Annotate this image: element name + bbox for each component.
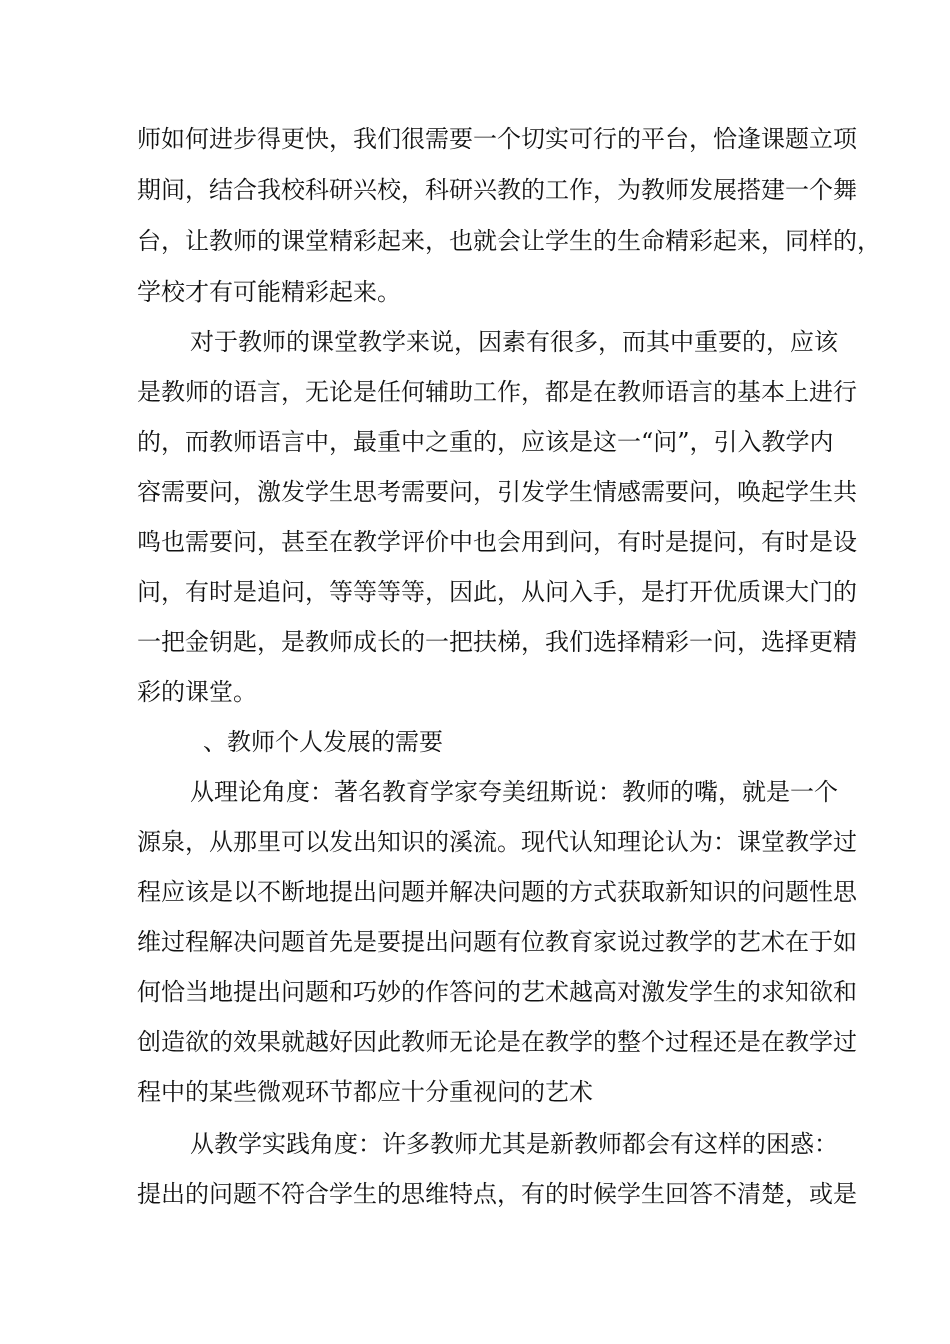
paragraph-line: 学校才有可能精彩起来。 (137, 278, 401, 306)
paragraph-line: 对于教师的课堂教学来说，因素有很多，而其中重要的，应该 (190, 328, 838, 356)
paragraph-line: 从理论角度：著名教育学家夸美纽斯说：教师的嘴，就是一个 (190, 778, 838, 806)
paragraph-line: 从教学实践角度：许多教师尤其是新教师都会有这样的困惑： (190, 1130, 838, 1158)
paragraph-line: 问，有时是追问，等等等等，因此，从问入手，是打开优质课大门的 (137, 578, 857, 606)
paragraph-line: 创造欲的效果就越好因此教师无论是在教学的整个过程还是在教学过 (137, 1028, 857, 1056)
paragraph-line: 源泉，从那里可以发出知识的溪流。现代认知理论认为：课堂教学过 (137, 828, 857, 856)
paragraph-line: 鸣也需要问，甚至在教学评价中也会用到问，有时是提问，有时是设 (137, 528, 857, 556)
paragraph-line: 期间，结合我校科研兴校，科研兴教的工作，为教师发展搭建一个舞 (137, 176, 857, 204)
paragraph-line: 何恰当地提出问题和巧妙的作答问的艺术越高对激发学生的求知欲和 (137, 978, 857, 1006)
paragraph-line: 一把金钥匙，是教师成长的一把扶梯，我们选择精彩一问，选择更精 (137, 628, 857, 656)
paragraph-line: 容需要问，激发学生思考需要问，引发学生情感需要问，唤起学生共 (137, 478, 857, 506)
paragraph-line: 的，而教师语言中，最重中之重的，应该是这一“问”，引入教学内 (137, 428, 834, 456)
paragraph-line: 程应该是以不断地提出问题并解决问题的方式获取新知识的问题性思 (137, 878, 857, 906)
paragraph-line: 彩的课堂。 (137, 678, 257, 706)
paragraph-line: 师如何进步得更快，我们很需要一个切实可行的平台，恰逢课题立项 (137, 125, 857, 153)
paragraph-line: 维过程解决问题首先是要提出问题有位教育家说过教学的艺术在于如 (137, 928, 857, 956)
paragraph-line: 是教师的语言，无论是任何辅助工作，都是在教师语言的基本上进行 (137, 378, 857, 406)
paragraph-line: 台，让教师的课堂精彩起来，也就会让学生的生命精彩起来，同样的， (137, 227, 881, 255)
paragraph-line: 提出的问题不符合学生的思维特点，有的时候学生回答不清楚，或是 (137, 1180, 857, 1208)
paragraph-line: 程中的某些微观环节都应十分重视问的艺术 (137, 1078, 593, 1106)
section-heading: 、教师个人发展的需要 (203, 728, 443, 756)
